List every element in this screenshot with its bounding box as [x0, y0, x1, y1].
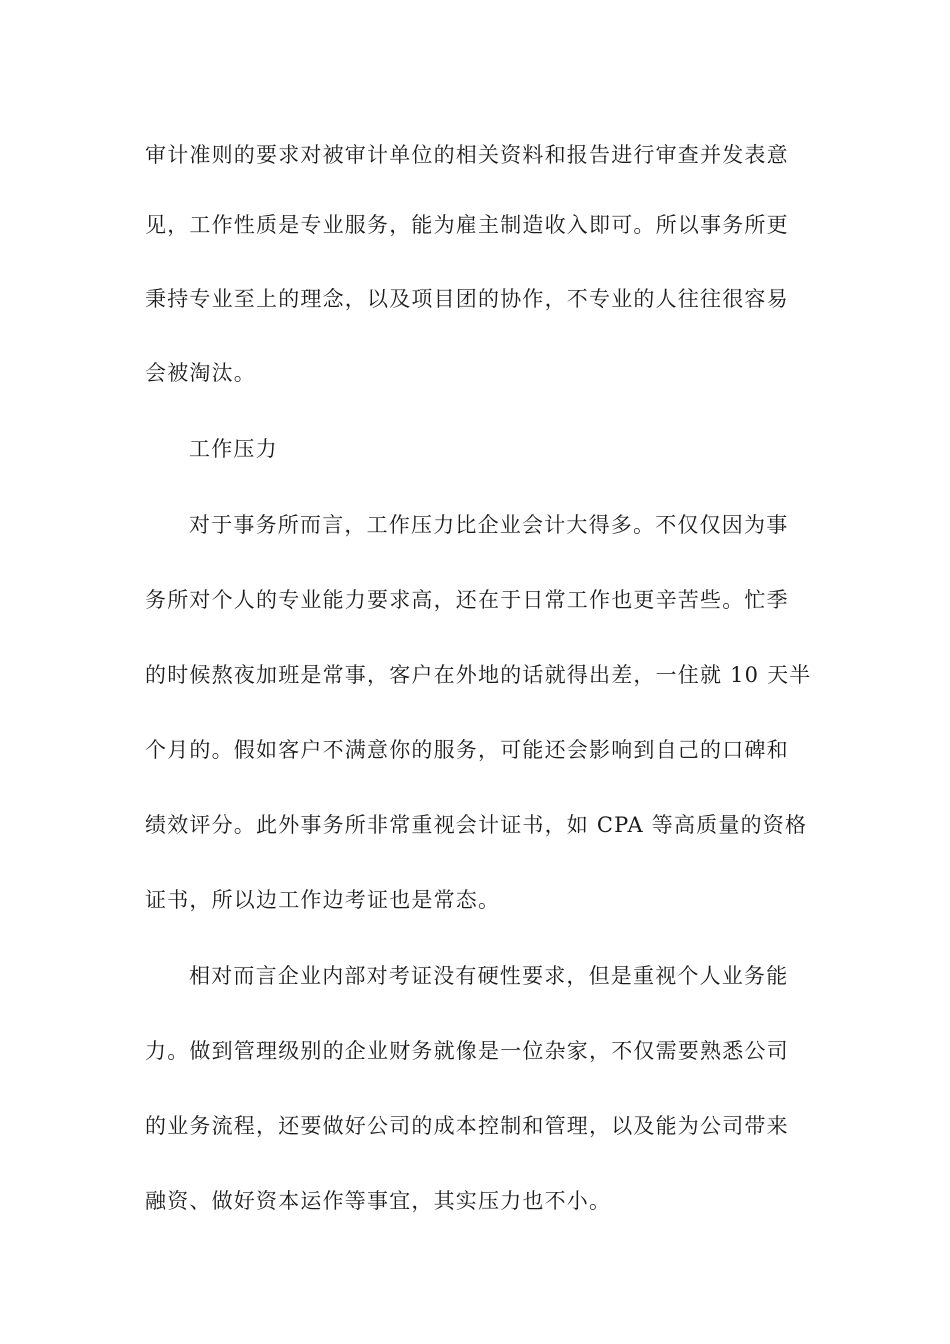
paragraph-line: 秉持专业至上的理念，以及项目团的协作，不专业的人往往很容易	[145, 287, 789, 311]
paragraph-line: 会被淘汰。	[145, 361, 256, 385]
paragraph-line: 力。做到管理级别的企业财务就像是一位杂家，不仅需要熟悉公司	[145, 1039, 789, 1063]
paragraph-line: 对于事务所而言，工作压力比企业会计大得多。不仅仅因为事	[189, 513, 789, 537]
section-heading: 工作压力	[189, 437, 278, 461]
paragraph-line: 绩效评分。此外事务所非常重视会计证书，如 CPA 等高质量的资格	[145, 813, 808, 837]
paragraph-line: 证书，所以边工作边考证也是常态。	[145, 888, 501, 912]
paragraph-line: 务所对个人的专业能力要求高，还在于日常工作也更辛苦些。忙季	[145, 588, 789, 612]
paragraph-line: 个月的。假如客户不满意你的服务，可能还会影响到自己的口碑和	[145, 738, 789, 762]
paragraph-line: 融资、做好资本运作等事宜，其实压力也不小。	[145, 1189, 612, 1213]
paragraph-line: 见，工作性质是专业服务，能为雇主制造收入即可。所以事务所更	[145, 213, 789, 237]
paragraph-line: 的业务流程，还要做好公司的成本控制和管理，以及能为公司带来	[145, 1114, 789, 1138]
paragraph-line: 相对而言企业内部对考证没有硬性要求，但是重视个人业务能	[189, 964, 789, 988]
paragraph-line: 的时候熬夜加班是常事，客户在外地的话就得出差，一住就 10 天半	[145, 663, 812, 687]
paragraph-line: 审计准则的要求对被审计单位的相关资料和报告进行审查并发表意	[145, 143, 789, 167]
